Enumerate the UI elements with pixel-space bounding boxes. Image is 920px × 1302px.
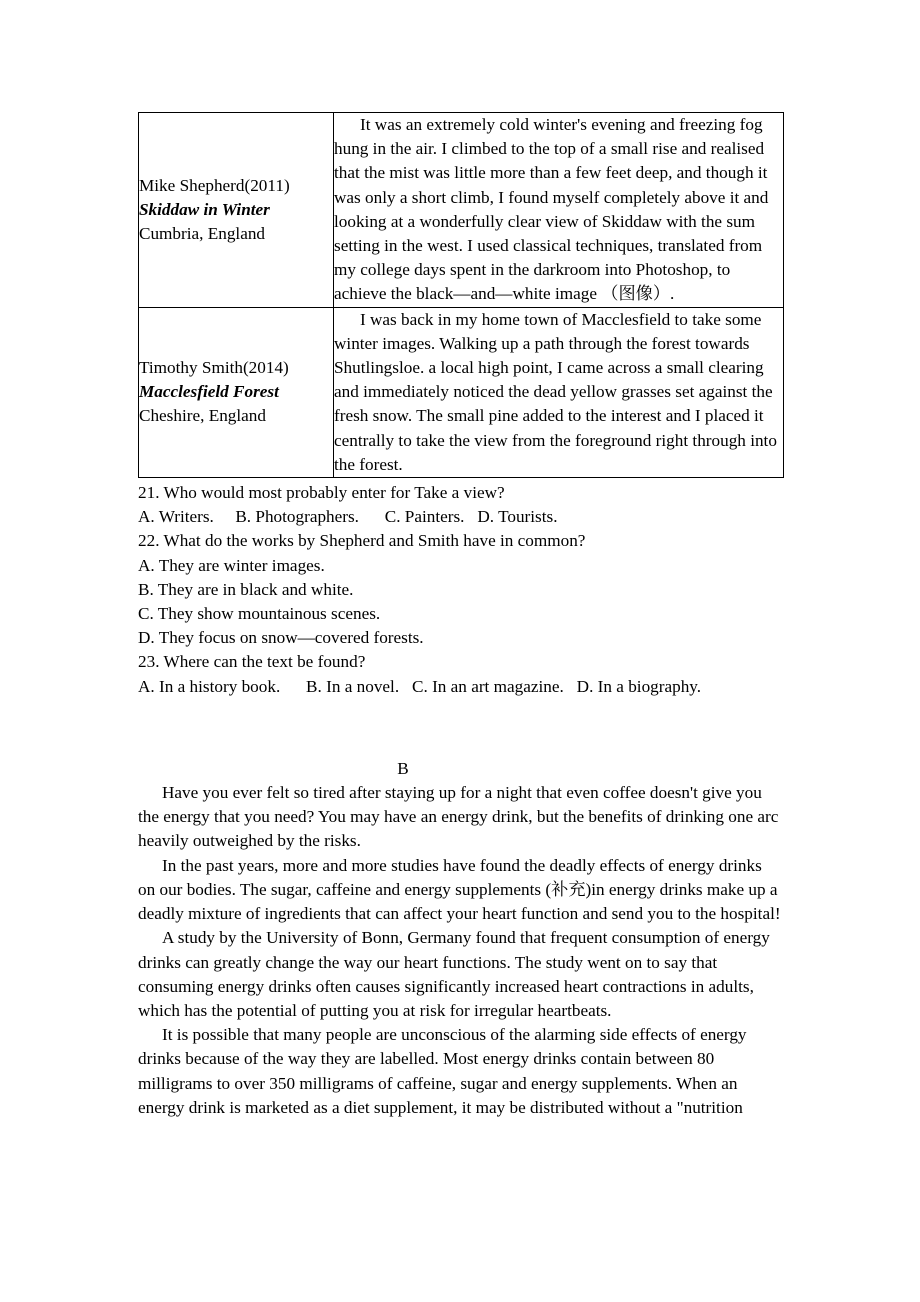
section-spacer [138,699,781,757]
entry-author: Timothy Smith(2014) [139,358,289,378]
entry-location: Cumbria, England [139,223,266,243]
entries-table [138,112,784,478]
entry-author: Mike Shepherd(2011) [139,175,290,195]
table-row [139,113,784,308]
section-b-heading: B [397,758,409,778]
entry-location: Cheshire, England [139,406,266,426]
passage-paragraph-1: Have you ever felt so tired after staying up for a night that even coffee doesn't give you the energy that you need? You may have an energy drink, but the benefits of drinking one arc heavily outweighed by the risks. [138,783,779,851]
entry-meta-cell [139,113,334,308]
question-22-option-a: A. They are winter images. [138,555,325,575]
entry-description: I was back in my home town of Macclesfield to take some winter images. Walking up a path through the forest towards Shutlingsloe. a local high point, I came across a small clearing and immediately noticed the dead yellow grasses set against the fresh snow. The small pine added to the interest and I placed it centrally to take the view from the foreground right through into the forest. [334,309,777,474]
entry-description: It was an extremely cold winter's evening and freezing fog hung in the air. I climbed to the top of a small rise and realised that the mist was little more than a few feet deep, and though it was only a short climb, I found myself completely above it and looking at a wonderfully clear view of Skiddaw with the sum setting in the west. I used classical techniques, translated from my college days spent in the darkroom into Photoshop, to achieve the black—and—white image （图像）. [334,115,769,304]
passage-paragraph-2: In the past years, more and more studies have found the deadly effects of energy drinks on our bodies. The sugar, caffeine and energy supplements (补充)in energy drinks make up a deadly mixture of ingredients that can affect your heart function and send you to the hospital! [138,855,781,924]
section-b-passage [138,781,781,1120]
entry-work-title: Macclesfield Forest [139,382,279,402]
entry-description-cell [334,307,784,477]
question-22-option-d: D. They focus on snow—covered forests. [138,628,424,648]
passage-paragraph-3: A study by the University of Bonn, Germany found that frequent consumption of energy drinks can greatly change the way our heart functions. The study went on to say that consuming energy drinks often causes significantly increased heart contractions in adults, which has the potential of putting you at risk for irregular heartbeats. [138,928,770,1020]
question-23-stem: 23. Where can the text be found? [138,652,366,672]
question-21-options: A. Writers. B. Photographers. C. Painters. D. Tourists. [138,507,558,527]
question-22-stem: 22. What do the works by Shepherd and Smith have in common? [138,531,586,551]
passage-paragraph-4: It is possible that many people are unconscious of the alarming side effects of energy drinks because of the way they are labelled. Most energy drinks contain between 80 milligrams to over 350 milligrams of caffeine, sugar and energy supplements. When an energy drink is marketed as a diet supplement, it may be distributed without a "nutrition [138,1025,747,1117]
question-22-option-b: B. They are in black and white. [138,579,354,599]
question-21-stem: 21. Who would most probably enter for Take a view? [138,483,505,503]
question-23-options: A. In a history book. B. In a novel. C. In an art magazine. D. In a biography. [138,676,702,696]
entry-work-title: Skiddaw in Winter [139,199,270,219]
entry-description-cell [334,113,784,308]
entry-meta-cell [139,307,334,477]
question-22-option-c: C. They show mountainous scenes. [138,604,381,624]
table-row [139,307,784,477]
questions-block [138,481,781,699]
